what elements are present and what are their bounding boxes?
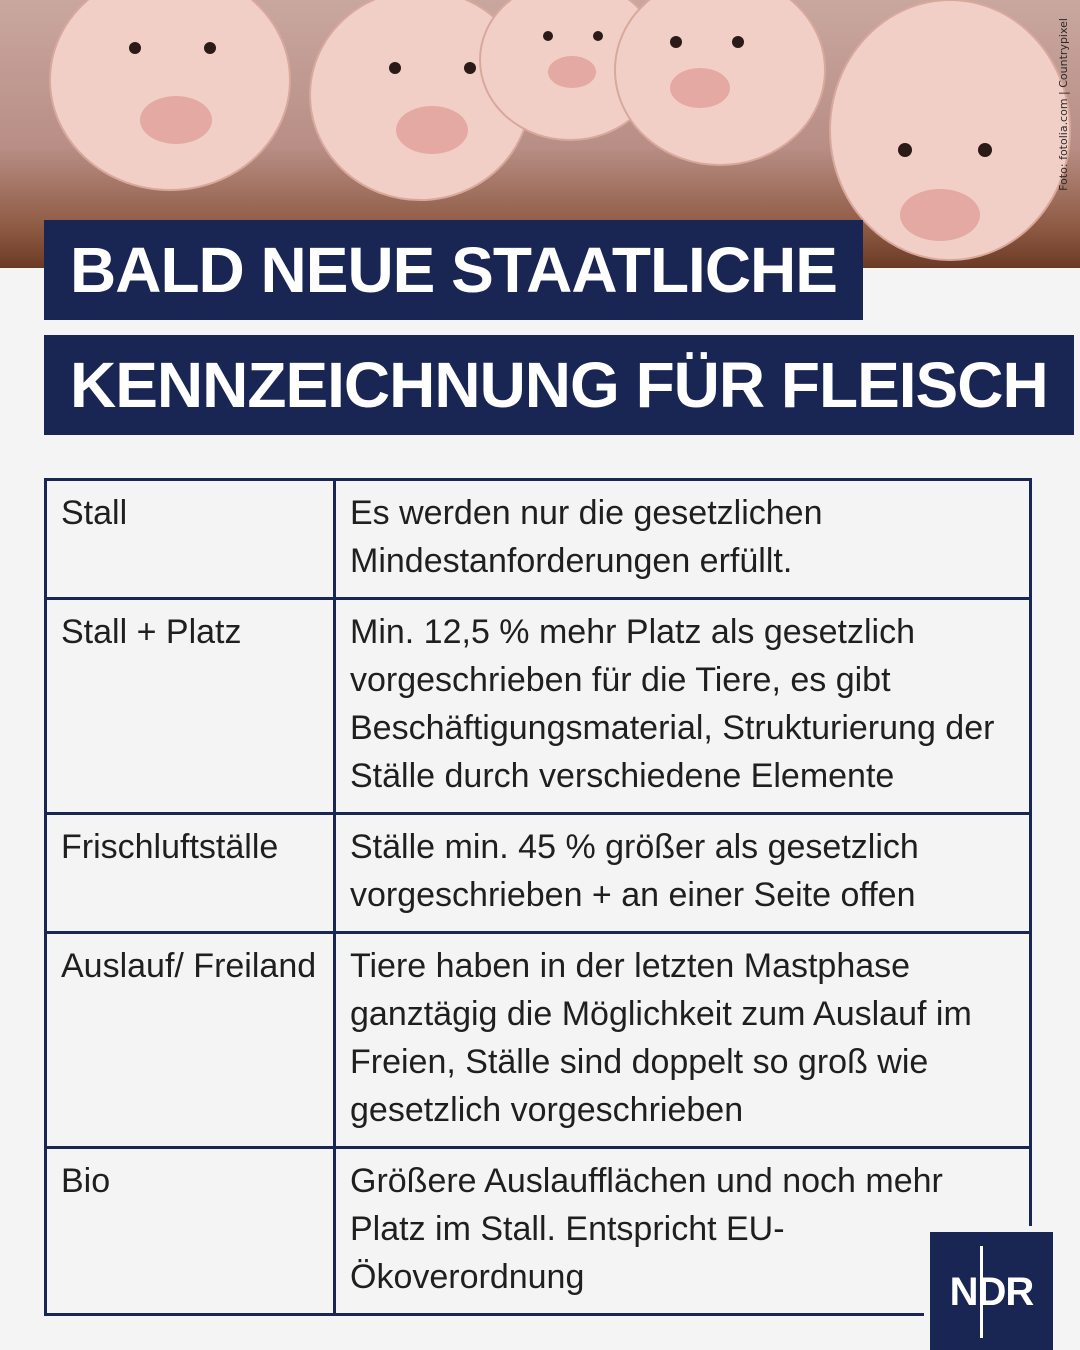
category-cell: Bio <box>46 1148 335 1315</box>
table-row <box>46 933 1031 1148</box>
photo-credit: Foto: fotolia.com | Countrypixel <box>1057 18 1070 191</box>
category-cell: Stall + Platz <box>46 599 335 814</box>
table-row <box>46 599 1031 814</box>
ndr-logo <box>924 1226 1053 1350</box>
category-cell: Auslauf/ Freiland <box>46 933 335 1148</box>
table-row <box>46 480 1031 599</box>
description-cell: Es werden nur die gesetzlichen Mindestanforderungen erfüllt. <box>335 480 1031 599</box>
description-cell: Ställe min. 45 % größer als gesetzlich vorgeschrieben + an einer Seite offen <box>335 814 1031 933</box>
description-cell: Min. 12,5 % mehr Platz als gesetzlich vorgeschrieben für die Tiere, es gibt Beschäftigungsmaterial, Strukturierung der Ställe durch verschiedene Elemente <box>335 599 1031 814</box>
description-cell: Größere Auslaufflächen und noch mehr Platz im Stall. Entspricht EU-Ökoverordnung <box>335 1148 1031 1315</box>
category-cell: Frischluftställe <box>46 814 335 933</box>
logo-text: NDR <box>949 1270 1034 1314</box>
description-cell: Tiere haben in der letzten Mastphase ganztägig die Möglichkeit zum Auslauf im Freien, Ställe sind doppelt so groß wie gesetzlich vorgeschrieben <box>335 933 1031 1148</box>
label-table <box>44 478 1032 1316</box>
category-cell: Stall <box>46 480 335 599</box>
headline-line-1: BALD NEUE STAATLICHE <box>44 220 863 320</box>
table-row <box>46 1148 1031 1315</box>
headline-line-2: KENNZEICHNUNG FÜR FLEISCH <box>44 335 1074 435</box>
table-row <box>46 814 1031 933</box>
